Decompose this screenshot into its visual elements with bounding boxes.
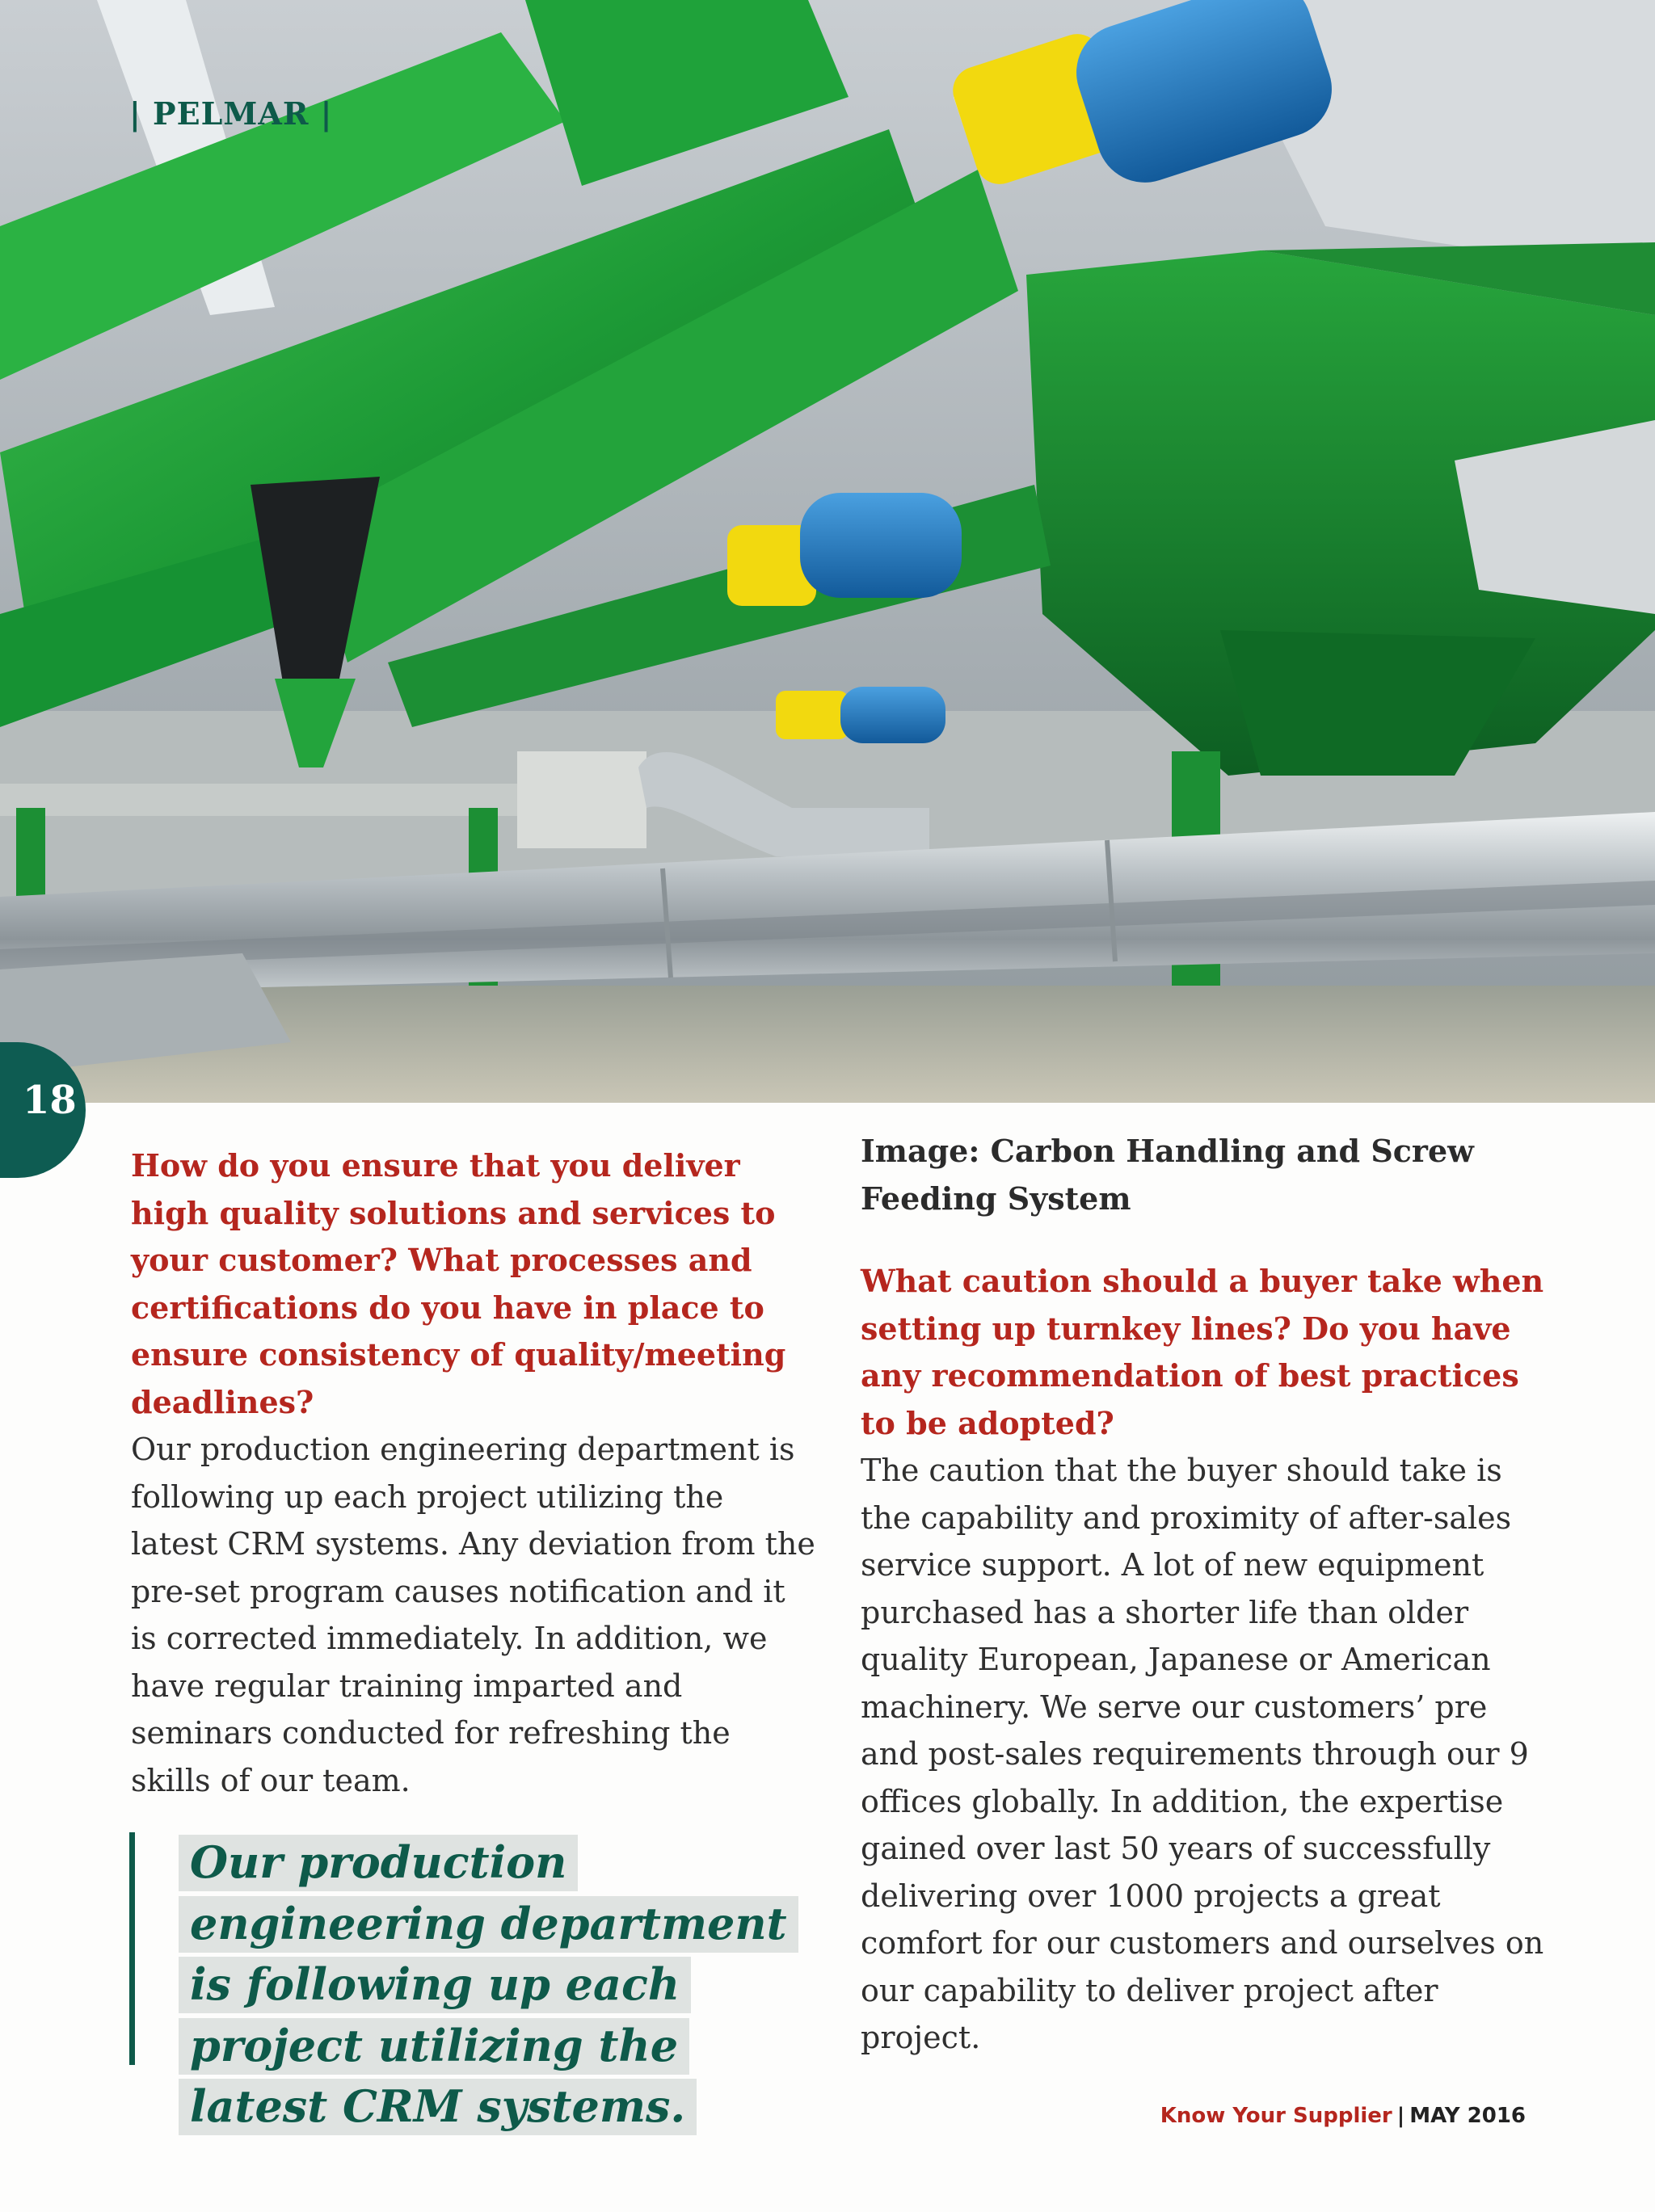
pull-quote-text: Our production engineering department is following up each project utilizing the latest CRM systems.	[179, 1835, 798, 2135]
hero-photo	[0, 0, 1655, 1103]
footer	[1160, 2104, 1526, 2128]
footer-publication: Know Your Supplier	[1160, 2104, 1392, 2128]
answer-turnkey: The caution that the buyer should take is the capability and proximity of after-sales service support. A lot of new equipment purchased has a shorter life than older quality European, Japanese or American machinery. We serve our customers’ pre and post-sales requirements through our 9 offices globally. In addition, the expertise gained over last 50 years of successfully delivering over 1000 projects a great comfort for our customers and ourselves on our capability to deliver project after project.	[861, 1453, 1544, 2055]
industrial-plant-photo	[0, 0, 1655, 1103]
answer-quality: Our production engineering department is following up each project utilizing the latest CRM systems. Any deviation from the pre-set program causes notification and it is corrected immediately. In addition, we have regular training imparted and seminars conducted for refreshing the skills of our team.	[131, 1432, 815, 1798]
footer-separator: |	[1396, 2104, 1405, 2128]
left-column	[131, 1142, 818, 1804]
page-number: 18	[23, 1078, 77, 1123]
pull-quote	[129, 1832, 830, 2132]
footer-issue: MAY 2016	[1409, 2104, 1526, 2128]
image-caption: Image: Carbon Handling and Screw Feeding System	[861, 1133, 1474, 1217]
question-turnkey: What caution should a buyer take when setting up turnkey lines? Do you have any recommendation of best practices to be adopted?	[861, 1263, 1544, 1441]
running-head: | PELMAR |	[129, 95, 333, 132]
question-quality: How do you ensure that you deliver high quality solutions and services to your customer? What processes and certifications do you have in place to ensure consistency of quality/meeting deadlines?	[131, 1147, 786, 1420]
right-column	[861, 1128, 1548, 2062]
